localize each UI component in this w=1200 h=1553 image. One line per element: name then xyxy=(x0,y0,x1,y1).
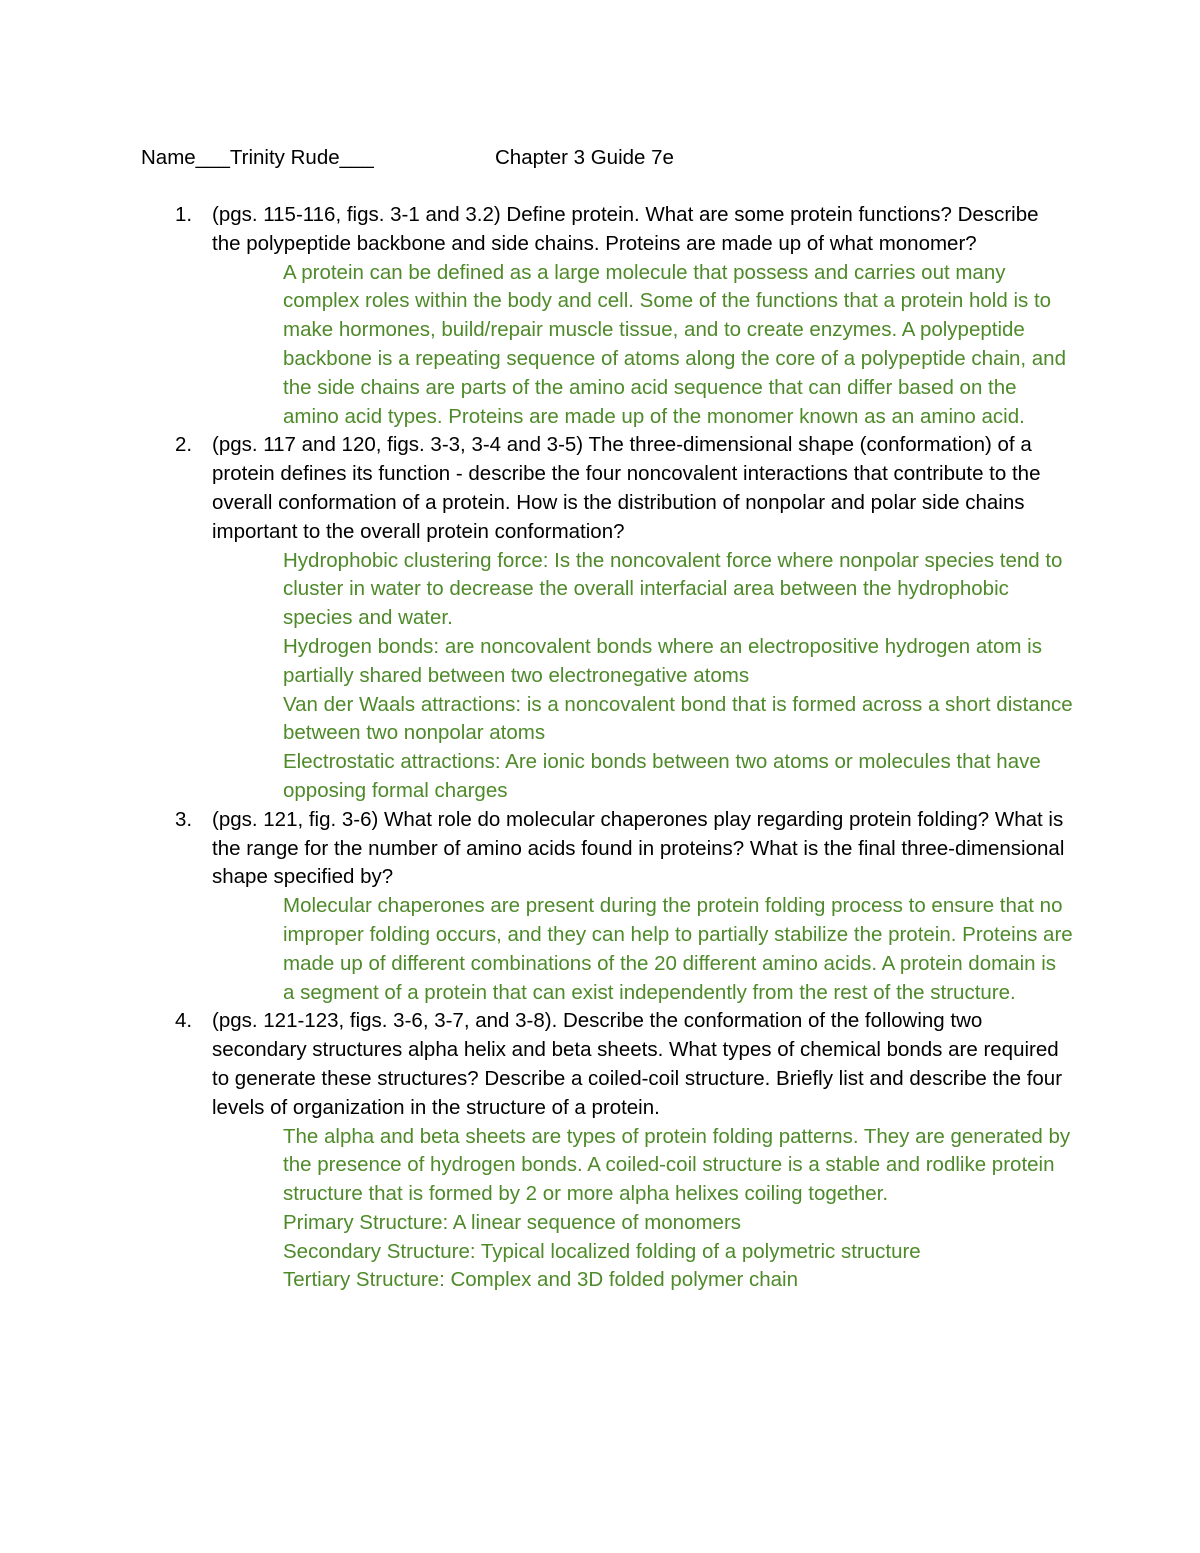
question-number: 2. xyxy=(175,433,193,457)
question-text: (pgs. 115-116, figs. 3-1 and 3.2) Define protein. What are some protein functions? Describe the polypeptide backbone and side chains. Proteins are made up of what monomer? xyxy=(212,203,1039,255)
question-item xyxy=(0,1007,1200,1295)
student-name-line: Name___Trinity Rude___ xyxy=(141,146,374,169)
answer-text: The alpha and beta sheets are types of protein folding patterns. They are generated by the presence of hydrogen bonds. A coiled-coil structure is a stable and rodlike protein structure that is formed by 2 or more alpha helixes coiling together. xyxy=(283,1124,1071,1206)
answer-text: Hydrophobic clustering force: Is the noncovalent force where nonpolar species tend to cluster in water to decrease the overall interfacial area between the hydrophobic species and water. xyxy=(283,548,1063,630)
question-number: 4. xyxy=(175,1009,193,1033)
answer-text: Hydrogen bonds: are noncovalent bonds where an electropositive hydrogen atom is partially shared between two electronegative atoms xyxy=(283,634,1042,687)
answer-text: Van der Waals attractions: is a noncovalent bond that is formed across a short distance between two nonpolar atoms xyxy=(283,692,1073,745)
answer-text: Electrostatic attractions: Are ionic bonds between two atoms or molecules that have opposing formal charges xyxy=(283,750,1041,802)
answer-text: Tertiary Structure: Complex and 3D folded polymer chain xyxy=(283,1268,799,1292)
document-header xyxy=(141,144,674,172)
answer-block xyxy=(283,892,1073,1007)
question-number: 3. xyxy=(175,807,193,831)
question-text: (pgs. 121, fig. 3-6) What role do molecular chaperones play regarding protein folding? What is the range for the number of amino acids found in proteins? What is the final three-dimensional shape specified by? xyxy=(212,807,1065,889)
answer-text: Molecular chaperones are present during the protein folding process to ensure that no improper folding occurs, and they can help to partially stabilize the protein. Proteins are made up of different combinations of the 20 different amino acids. A protein domain is a segment of a protein that can exist independently from the rest of the structure. xyxy=(283,894,1073,1004)
question-text: (pgs. 117 and 120, figs. 3-3, 3-4 and 3-5) The three-dimensional shape (conformation) of a protein defines its function - describe the four noncovalent interactions that contribute to the overall conformation of a protein. How is the distribution of nonpolar and polar side chains important to the overall protein conformation? xyxy=(212,433,1041,543)
question-text: (pgs. 121-123, figs. 3-6, 3-7, and 3-8). Describe the conformation of the following two secondary structures alpha helix and beta sheets. What types of chemical bonds are required to generate these structures? Describe a coiled-coil structure. Briefly list and describe the four levels of organization in the structure of a protein. xyxy=(212,1009,1063,1119)
answer-block xyxy=(283,547,1073,806)
answer-text: A protein can be defined as a large molecule that possess and carries out many complex roles within the body and cell. Some of the functions that a protein hold is to make hormones, build/repair muscle tissue, and to create enzymes. A polypeptide backbone is a repeating sequence of atoms along the core of a polypeptide chain, and the side chains are parts of the amino acid sequence that can differ based on the amino acid types. Proteins are made up of the monomer known as an amino acid. xyxy=(283,260,1066,428)
question-number: 1. xyxy=(175,203,193,226)
question-item xyxy=(0,431,1200,805)
answer-text: Primary Structure: A linear sequence of monomers xyxy=(283,1210,742,1234)
answer-block xyxy=(283,259,1073,432)
answer-block xyxy=(283,1123,1073,1296)
document-title: Chapter 3 Guide 7e xyxy=(495,146,674,169)
answer-text: Secondary Structure: Typical localized folding of a polymetric structure xyxy=(283,1239,921,1263)
question-item xyxy=(0,201,1200,431)
question-list xyxy=(0,201,1200,1295)
question-item xyxy=(0,806,1200,1008)
